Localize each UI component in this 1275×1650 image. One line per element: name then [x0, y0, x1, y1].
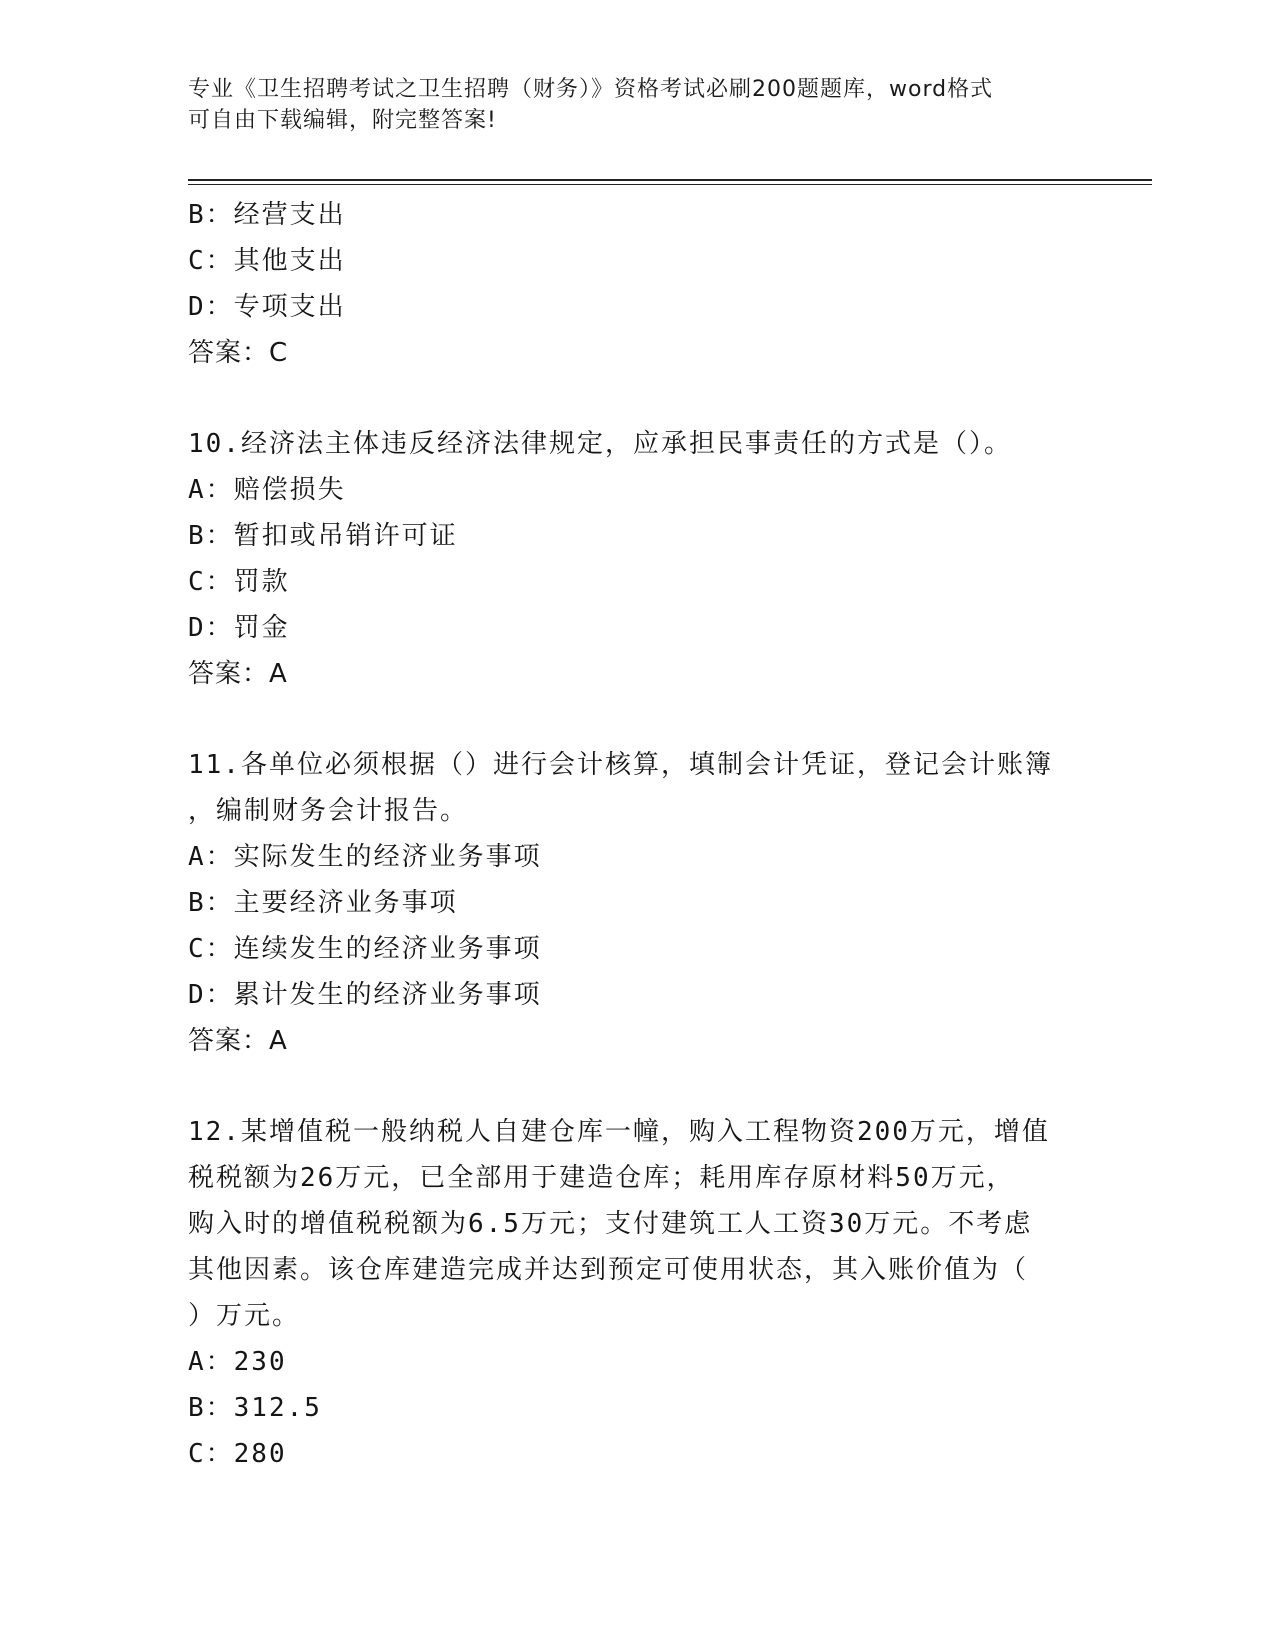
- question-list: [188, 192, 1078, 1477]
- question-12-text-line-3: 购入时的增值税税额为6.5万元；支付建筑工人工资30万元。不考虑: [188, 1209, 1033, 1239]
- question-11-option-b: B：主要经济业务事项: [188, 888, 458, 918]
- question-12-option-c: C：280: [188, 1439, 287, 1469]
- question-11-text-line-2: ，编制财务会计报告。: [188, 796, 469, 826]
- question-12-text-line-4: 其他因素。该仓库建造完成并达到预定可使用状态，其入账价值为（: [188, 1255, 1029, 1285]
- question-11-text-line-1: 11.各单位必须根据（）进行会计核算，填制会计凭证，登记会计账簿: [188, 750, 1053, 780]
- question-10-option-c: C：罚款: [188, 567, 290, 597]
- spacer: [188, 1064, 1078, 1109]
- question-9-option-c: C：其他支出: [188, 246, 346, 276]
- question-12-text-line-2: 税税额为26万元，已全部用于建造仓库；耗用库存原材料50万元，: [188, 1163, 1015, 1193]
- question-10-answer: 答案：A: [188, 659, 288, 689]
- page-header: [188, 74, 1068, 136]
- header-title-line-2: 可自由下载编辑，附完整答案!: [188, 108, 497, 133]
- question-10-block: [188, 421, 1078, 697]
- question-10-option-b: B：暂扣或吊销许可证: [188, 521, 458, 551]
- question-12-text-line-5: ）万元。: [188, 1301, 301, 1331]
- spacer: [188, 376, 1078, 421]
- question-12-block: [188, 1109, 1078, 1477]
- question-11-option-c: C：连续发生的经济业务事项: [188, 934, 542, 964]
- question-11-option-d: D：累计发生的经济业务事项: [188, 980, 542, 1010]
- header-rule-thin: [188, 184, 1152, 185]
- question-9-option-d: D：专项支出: [188, 292, 346, 322]
- header-title-line-1: 专业《卫生招聘考试之卫生招聘（财务）》资格考试必刷200题题库，word格式: [188, 77, 994, 102]
- question-12-text-line-1: 12.某增值税一般纳税人自建仓库一幢，购入工程物资200万元，增值: [188, 1117, 1050, 1147]
- question-10-text: 10.经济法主体违反经济法律规定，应承担民事责任的方式是（）。: [188, 429, 1012, 459]
- question-11-block: [188, 742, 1078, 1064]
- question-11-answer: 答案：A: [188, 1026, 288, 1056]
- question-9-option-b: B：经营支出: [188, 200, 346, 230]
- question-10-option-a: A：赔偿损失: [188, 475, 346, 505]
- question-10-option-d: D：罚金: [188, 613, 290, 643]
- question-12-option-b: B：312.5: [188, 1393, 322, 1423]
- question-12-option-a: A：230: [188, 1347, 287, 1377]
- question-11-option-a: A：实际发生的经济业务事项: [188, 842, 542, 872]
- header-rule-thick: [188, 179, 1152, 181]
- question-9-answer: 答案：C: [188, 338, 289, 368]
- question-9-block: [188, 192, 1078, 376]
- spacer: [188, 697, 1078, 742]
